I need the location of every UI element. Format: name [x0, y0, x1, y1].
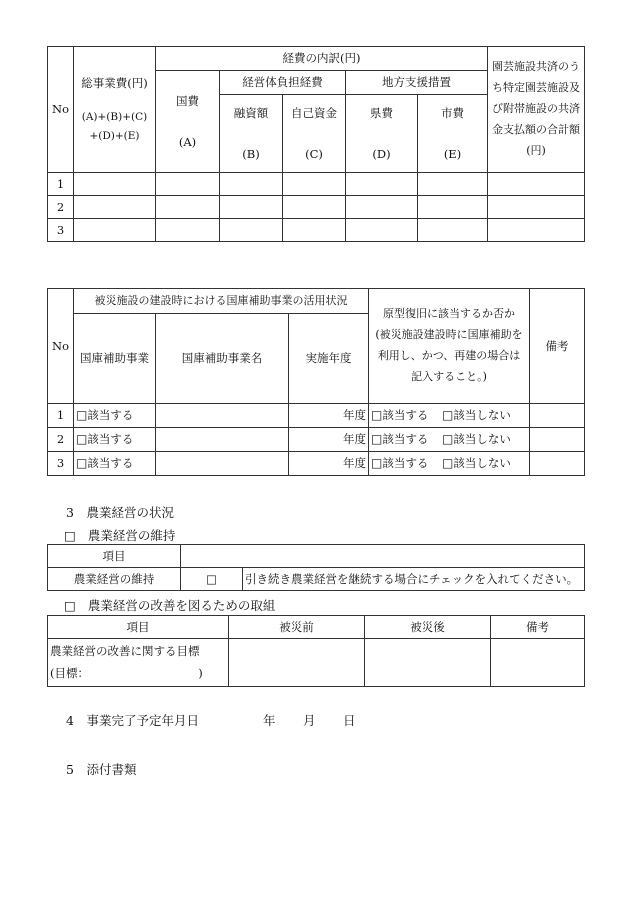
improve-item-header: 項目 — [48, 616, 229, 639]
completion-year: 年 — [263, 713, 276, 728]
kyosai-header — [488, 47, 585, 173]
restore-yes-label: 該当する — [382, 408, 429, 422]
restore-line-1: 原型復旧に該当するか否か — [383, 307, 516, 321]
maintain-table — [47, 544, 585, 591]
completion-day: 日 — [343, 713, 356, 728]
after-header: 被災後 — [365, 616, 491, 639]
table-row — [48, 196, 585, 219]
cell[interactable] — [346, 196, 418, 219]
cell[interactable] — [156, 173, 220, 196]
no-header: No — [48, 47, 74, 173]
goal-input[interactable]: (目標： ) — [50, 665, 203, 680]
year-unit: 年度 — [343, 456, 367, 471]
subsidy-name-cell[interactable] — [156, 452, 289, 476]
shihi-code: (E) — [443, 146, 462, 161]
jiko-code: (C) — [305, 146, 323, 161]
applicable-cell[interactable] — [74, 452, 156, 476]
cell[interactable] — [156, 219, 220, 242]
restore-line-3: 利用し、かつ、再建の場合は — [377, 349, 521, 362]
cell[interactable] — [283, 219, 346, 242]
kyosai-line-2: ち特定園芸施設及 — [492, 81, 580, 95]
restore-no-label: 該当しない — [453, 408, 511, 422]
cell[interactable] — [418, 173, 488, 196]
yushi-code: (B) — [242, 146, 260, 161]
maintain-section-label: 農業経営の維持 — [87, 528, 176, 543]
table-row — [48, 452, 585, 476]
restore-no-label: 該当しない — [453, 456, 511, 470]
year-unit: 年度 — [343, 432, 367, 447]
restore-no-checkbox[interactable]: □ — [442, 456, 454, 470]
cell[interactable] — [488, 219, 585, 242]
kenpi-code: (D) — [372, 146, 391, 161]
cell[interactable] — [74, 196, 156, 219]
row-no: 3 — [48, 452, 74, 476]
restore-yes-label: 該当する — [382, 432, 429, 446]
cell[interactable] — [283, 196, 346, 219]
row-no: 1 — [48, 404, 74, 428]
section-5-title: 5 添付書類 — [66, 762, 137, 777]
applicable-cell[interactable] — [74, 404, 156, 428]
year-header: 実施年度 — [289, 314, 369, 404]
shihi-header — [418, 95, 488, 173]
maintain-section-title — [64, 526, 175, 544]
row-no: 2 — [48, 428, 74, 452]
restore-yes-checkbox[interactable]: □ — [371, 432, 383, 446]
mgmt-header: 経営体負担経費 — [220, 71, 346, 95]
restore-cell — [369, 452, 530, 476]
subsidy-name-cell[interactable] — [156, 404, 289, 428]
subsidy-status-header: 被災施設の建設時における国庫補助事業の活用状況 — [74, 289, 369, 314]
maintain-note: 引き続き農業経営を継続する場合にチェックを入れてください。 — [243, 568, 585, 591]
total-cost-label: 総事業費(円) — [81, 76, 148, 91]
cell[interactable] — [488, 196, 585, 219]
improve-remarks-header: 備考 — [491, 616, 585, 639]
shihi-label: 市費 — [441, 106, 464, 121]
expense-table — [47, 46, 585, 242]
cell[interactable] — [220, 196, 283, 219]
jiko-header — [283, 95, 346, 173]
kokuhi-label: 国費 — [176, 94, 199, 109]
applicable-checkbox[interactable]: □ — [76, 456, 88, 470]
cell[interactable] — [74, 219, 156, 242]
table-row — [48, 404, 585, 428]
restore-yes-checkbox[interactable]: □ — [371, 408, 383, 422]
cell[interactable] — [346, 219, 418, 242]
remarks-header: 備考 — [530, 289, 585, 404]
table-row — [48, 428, 585, 452]
subsidy-table — [47, 288, 585, 476]
cell[interactable] — [283, 173, 346, 196]
maintain-section-checkbox[interactable]: □ — [64, 528, 76, 543]
table-row — [48, 173, 585, 196]
remarks-cell[interactable] — [530, 452, 585, 476]
before-cell[interactable] — [229, 639, 365, 687]
cell[interactable] — [220, 219, 283, 242]
cell[interactable] — [418, 219, 488, 242]
kyosai-line-5: (円) — [526, 143, 546, 157]
year-unit: 年度 — [343, 408, 367, 423]
restore-cell — [369, 428, 530, 452]
total-formula-1: (A)+(B)+(C) — [81, 110, 148, 123]
kenpi-label: 県費 — [370, 106, 393, 121]
restore-cell — [369, 404, 530, 428]
yushi-label: 融資額 — [233, 106, 269, 121]
local-header: 地方支援措置 — [346, 71, 488, 95]
kenpi-header — [346, 95, 418, 173]
maintain-label: 農業経営の維持 — [48, 568, 181, 591]
item-header: 項目 — [48, 545, 181, 568]
table-row — [48, 219, 585, 242]
cell[interactable] — [156, 196, 220, 219]
improve-remarks-cell[interactable] — [491, 639, 585, 687]
cell[interactable] — [346, 173, 418, 196]
row-no: 1 — [48, 173, 74, 196]
restore-line-4: 記入すること。) — [411, 369, 487, 383]
yushi-header — [220, 95, 283, 173]
before-header: 被災前 — [229, 616, 365, 639]
item-header-blank — [181, 545, 585, 568]
improve-section-checkbox[interactable]: □ — [64, 598, 76, 613]
total-formula-2: +(D)+(E) — [89, 129, 140, 142]
cell[interactable] — [74, 173, 156, 196]
goal-cell — [48, 639, 229, 687]
section-3-title: 3 農業経営の状況 — [66, 505, 174, 520]
applicable-checkbox[interactable]: □ — [76, 432, 88, 446]
row-no: 3 — [48, 219, 74, 242]
restore-no-checkbox[interactable]: □ — [442, 432, 454, 446]
section-4-title: 4 事業完了予定年月日 — [66, 713, 199, 728]
subsidy-name-header: 国庫補助事業名 — [156, 314, 289, 404]
no-header: No — [48, 289, 74, 404]
kyosai-line-4: 金支払額の合計額 — [492, 122, 580, 136]
cell[interactable] — [220, 173, 283, 196]
kyosai-line-1: 園芸施設共済のう — [492, 60, 580, 74]
year-cell[interactable] — [289, 404, 369, 428]
restore-line-2: (被災施設建設時に国庫補助を — [375, 328, 523, 342]
restore-yes-checkbox[interactable]: □ — [371, 456, 383, 470]
remarks-cell[interactable] — [530, 428, 585, 452]
applicable-label: 該当する — [87, 408, 134, 422]
completion-month: 月 — [303, 713, 316, 728]
improve-section-title — [64, 596, 275, 614]
year-cell[interactable] — [289, 452, 369, 476]
kokuhi-code: (A) — [178, 134, 197, 149]
maintain-checkbox[interactable]: □ — [181, 568, 243, 591]
restore-header — [369, 289, 530, 404]
total-cost-header — [74, 47, 156, 173]
jiko-label: 自己資金 — [291, 106, 337, 121]
applicable-label: 該当する — [87, 432, 134, 446]
applicable-checkbox[interactable]: □ — [76, 408, 88, 422]
subsidy-header: 国庫補助事業 — [74, 314, 156, 404]
year-cell[interactable] — [289, 428, 369, 452]
applicable-cell[interactable] — [74, 428, 156, 452]
improve-section-label: 農業経営の改善を図るための取組 — [87, 598, 276, 613]
improve-table — [47, 615, 585, 687]
remarks-cell[interactable] — [530, 404, 585, 428]
breakdown-header: 経費の内訳(円) — [156, 47, 488, 71]
goal-label: 農業経営の改善に関する目標 — [50, 643, 200, 658]
kyosai-line-3: び附帯施設の共済 — [492, 102, 580, 116]
cell[interactable] — [488, 173, 585, 196]
cell[interactable] — [418, 196, 488, 219]
applicable-label: 該当する — [87, 456, 134, 470]
after-cell[interactable] — [365, 639, 491, 687]
restore-no-label: 該当しない — [453, 432, 511, 446]
restore-yes-label: 該当する — [382, 456, 429, 470]
restore-no-checkbox[interactable]: □ — [442, 408, 454, 422]
subsidy-name-cell[interactable] — [156, 428, 289, 452]
row-no: 2 — [48, 196, 74, 219]
kokuhi-header — [156, 71, 220, 173]
